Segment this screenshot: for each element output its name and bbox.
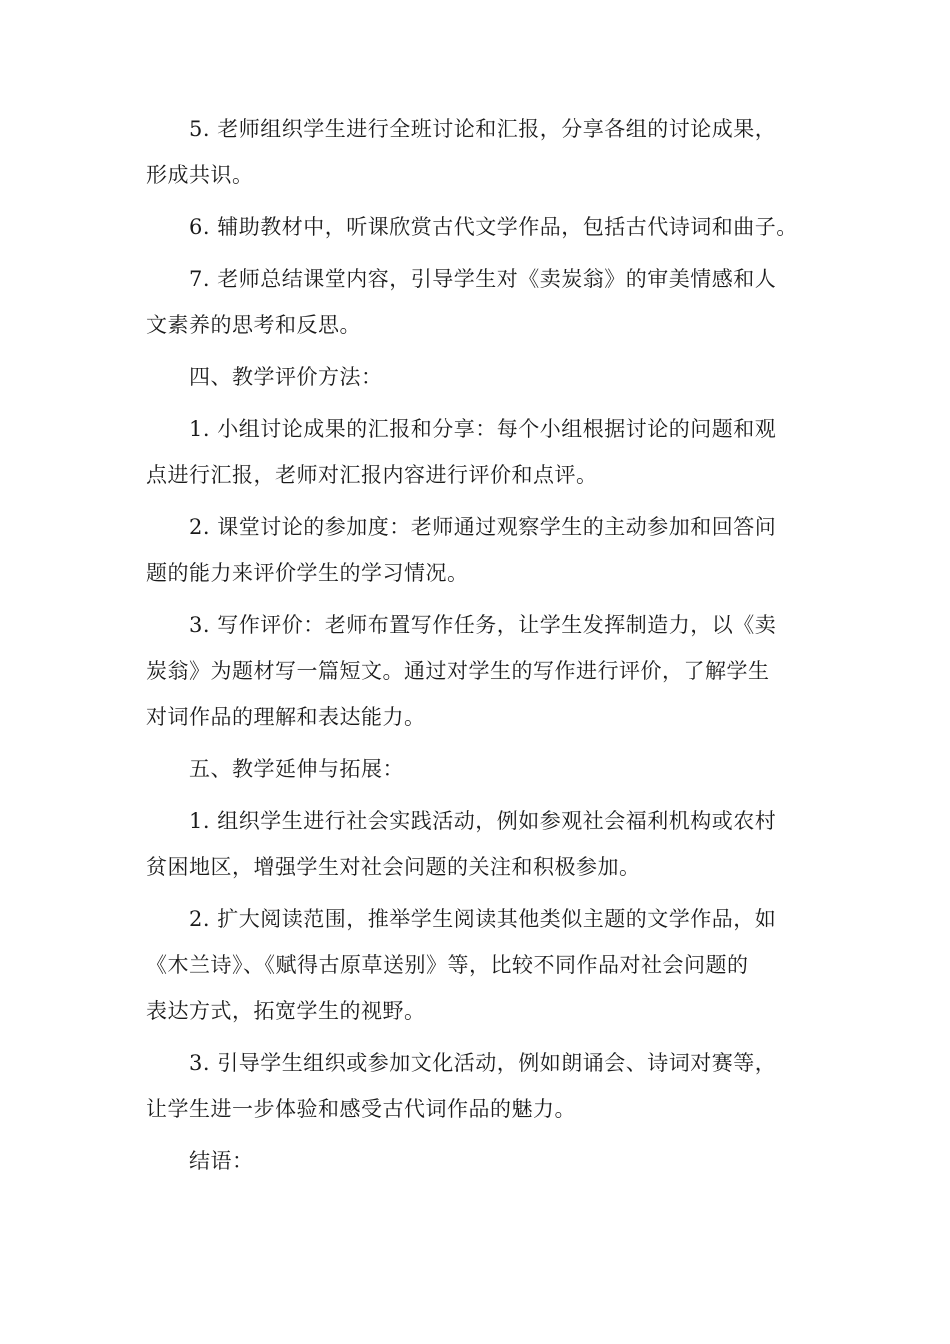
ext-item-3-line-1: 3. 引导学生组织或参加文化活动，例如朗诵会、诗词对赛等， <box>189 1051 777 1075</box>
eval-item-2-line-1: 2. 课堂讨论的参加度：老师通过观察学生的主动参加和回答问 <box>189 515 777 539</box>
eval-item-3-line-2: 炭翁》为题材写一篇短文。通过对学生的写作进行评价，了解学生 <box>146 659 770 683</box>
section-heading-conclusion: 结语： <box>189 1149 254 1173</box>
ext-item-1-line-2: 贫困地区，增强学生对社会问题的关注和积极参加。 <box>146 855 641 879</box>
section-heading-evaluation: 四、教学评价方法： <box>189 365 383 389</box>
paragraph-7-line-1: 7. 老师总结课堂内容，引导学生对《卖炭翁》的审美情感和人 <box>189 267 777 291</box>
eval-item-3-line-1: 3. 写作评价：老师布置写作任务，让学生发挥制造力，以《卖 <box>189 613 777 637</box>
ext-item-1-line-1: 1. 组织学生进行社会实践活动，例如参观社会福利机构或农村 <box>189 809 777 833</box>
paragraph-7-line-2: 文素养的思考和反思。 <box>146 313 361 337</box>
ext-item-2-line-1: 2. 扩大阅读范围，推举学生阅读其他类似主题的文学作品，如 <box>189 907 777 931</box>
paragraph-5-line-2: 形成共识。 <box>146 163 254 187</box>
paragraph-6-line-1: 6. 辅助教材中，听课欣赏古代文学作品，包括古代诗词和曲子。 <box>189 215 798 239</box>
eval-item-3-line-3: 对词作品的理解和表达能力。 <box>146 705 426 729</box>
paragraph-5-line-1: 5. 老师组织学生进行全班讨论和汇报，分享各组的讨论成果， <box>189 117 777 141</box>
section-heading-extension: 五、教学延伸与拓展： <box>189 757 404 781</box>
ext-item-2-line-3: 表达方式，拓宽学生的视野。 <box>146 999 426 1023</box>
eval-item-1-line-1: 1. 小组讨论成果的汇报和分享：每个小组根据讨论的问题和观 <box>189 417 777 441</box>
ext-item-2-line-2: 《木兰诗》、《赋得古原草送别》等，比较不同作品对社会问题的 <box>146 953 749 977</box>
eval-item-1-line-2: 点进行汇报，老师对汇报内容进行评价和点评。 <box>146 463 598 487</box>
ext-item-3-line-2: 让学生进一步体验和感受古代词作品的魅力。 <box>146 1097 576 1121</box>
eval-item-2-line-2: 题的能力来评价学生的学习情况。 <box>146 561 469 585</box>
